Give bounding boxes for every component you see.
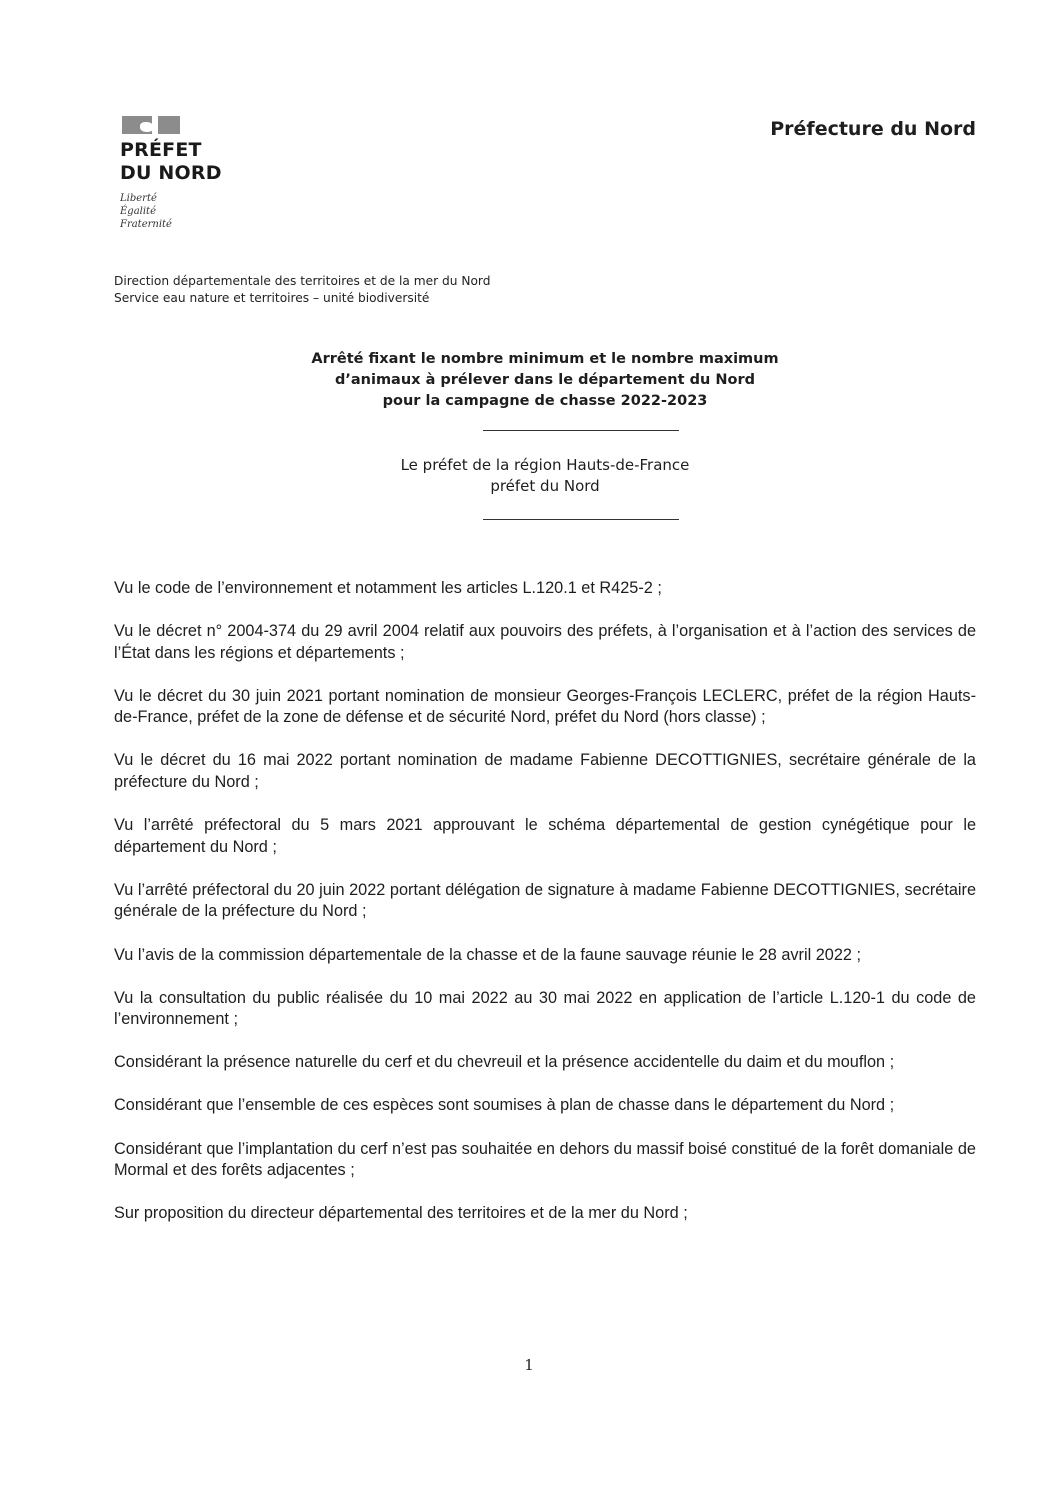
signer-line-2: préfet du Nord (490, 477, 600, 495)
visa-paragraph: Vu la consultation du public réalisée du 10 mai 2022 au 30 mai 2022 en application de l’article L.120-1 du code de l’environnement ; (114, 988, 976, 1029)
visa-paragraph: Vu l’arrêté préfectoral du 5 mars 2021 approuvant le schéma départemental de gestion cynégétique pour le département du Nord ; (114, 816, 976, 856)
republic-motto (120, 192, 240, 231)
divider-rule (483, 430, 679, 431)
motto-egalite: Égalité (120, 206, 156, 217)
visa-paragraph: Vu l’arrêté préfectoral du 20 juin 2022 portant délégation de signature à madame Fabienne DECOTTIGNIES, secrétaire générale de la préfecture du Nord ; (114, 880, 976, 921)
document-body (114, 578, 976, 1246)
marianne-emblem-icon (120, 113, 182, 135)
signer-block (200, 455, 890, 497)
document-title (200, 349, 890, 412)
visa-paragraph: Vu le décret du 30 juin 2021 portant nomination de monsieur Georges-François LECLERC, préfet de la région Hauts-de-France, préfet de la zone de défense et de sécurité Nord, préfet du Nord (hors classe) ; (114, 686, 976, 727)
page-number: 1 (524, 1356, 534, 1374)
issuing-service (114, 273, 490, 307)
divider-rule (483, 519, 679, 520)
prefecture-label: Préfecture du Nord (770, 118, 976, 140)
prefet-du-nord-logo (120, 113, 240, 231)
considerant-paragraph: Considérant que l’ensemble de ces espèces sont soumises à plan de chasse dans le département du Nord ; (114, 1096, 895, 1115)
service-line-1: Direction départementale des territoires et de la mer du Nord (114, 274, 491, 288)
motto-liberte: Liberté (120, 193, 157, 204)
service-line-2: Service eau nature et territoires – unité biodiversité (114, 291, 430, 305)
title-line-2: d’animaux à prélever dans le département du Nord (334, 372, 755, 388)
considerant-paragraph: Considérant que l’implantation du cerf n’est pas souhaitée en dehors du massif boisé constitué de la forêt domaniale de Mormal et des forêts adjacentes ; (114, 1139, 976, 1180)
visa-paragraph: Vu le décret n° 2004-374 du 29 avril 2004 relatif aux pouvoirs des préfets, à l’organisation et à l’action des services de l’État dans les régions et départements ; (114, 622, 976, 662)
visa-paragraph: Vu l’avis de la commission départementale de la chasse et de la faune sauvage réunie le 28 avril 2022 ; (114, 945, 861, 964)
logo-title-line1: PRÉFET (120, 139, 202, 161)
signer-line-1: Le préfet de la région Hauts-de-France (400, 456, 690, 474)
visa-paragraph: Vu le code de l’environnement et notamment les articles L.120.1 et R425-2 ; (114, 579, 662, 597)
logo-title-line2: DU NORD (120, 162, 222, 184)
title-line-1: Arrêté fixant le nombre minimum et le nombre maximum (311, 351, 779, 367)
title-line-3: pour la campagne de chasse 2022-2023 (382, 393, 708, 409)
proposal-paragraph: Sur proposition du directeur départemental des territoires et de la mer du Nord ; (114, 1204, 688, 1223)
motto-fraternite: Fraternité (120, 219, 172, 230)
visa-paragraph: Vu le décret du 16 mai 2022 portant nomination de madame Fabienne DECOTTIGNIES, secrétaire générale de la préfecture du Nord ; (114, 751, 976, 792)
logo-title (120, 139, 240, 185)
considerant-paragraph: Considérant la présence naturelle du cerf et du chevreuil et la présence accidentelle du daim et du mouflon ; (114, 1053, 895, 1072)
